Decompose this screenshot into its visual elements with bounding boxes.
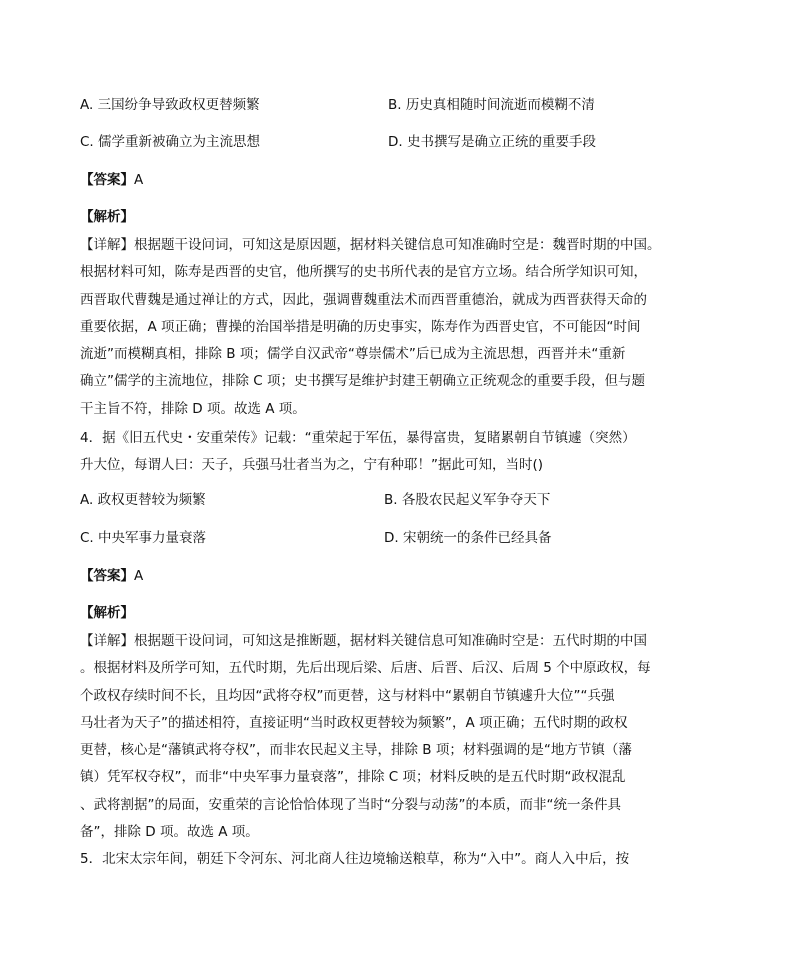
q4-detail-line: 【详解】根据题干设问词，可知这是推断题，据材料关键信息可知准确时空是：五代时期的中国: [80, 633, 647, 649]
q5-stem-line: 5．北宋太宗年间，朝廷下令河东、河北商人往边境输送粮草，称为“入中”。商人入中后，按: [80, 851, 630, 867]
q4-stem: [80, 425, 680, 480]
q3-answer-value: A: [134, 172, 144, 188]
q4-option-d: D. 宋朝统一的条件已经具备: [384, 530, 552, 546]
q3-detail-line: 干主旨不符，排除 D 项。故选 A 项。: [80, 400, 306, 417]
q4-answer-value: A: [134, 568, 144, 584]
q4-answer: [80, 566, 143, 586]
q4-stem-line: 4．据《旧五代史・安重荣传》记载：“重荣起于军伍，暴得富贵，复睹累朝自节镇遽（突然）: [80, 430, 636, 446]
q3-detail: [80, 232, 680, 423]
q3-option-a: A. 三国纷争导致政权更替频繁: [80, 97, 260, 113]
q3-detail-line: 确立”儒学的主流地位，排除 C 项；史书撰写是维护封建王朝确立正统观念的重要手段，但与题: [80, 373, 646, 390]
q3-option-b: B. 历史真相随时间流逝而模糊不清: [388, 97, 595, 113]
q4-option-c: C. 中央军事力量衰落: [80, 530, 207, 546]
q4-detail-line: 个政权存续时间不长，且均因“武将夺权”而更替，这与材料中“累朝自节镇遽升大位”“兵强: [80, 687, 615, 704]
q3-analysis-label: 【解析】: [80, 209, 134, 225]
q3-detail-line: 根据材料可知，陈寿是西晋的史官，他所撰写的史书所代表的是官方立场。结合所学知识可知，: [80, 264, 647, 281]
q4-detail-line: 备”，排除 D 项。故选 A 项。: [80, 824, 259, 841]
q3-answer-label: 【答案】: [80, 172, 134, 188]
q4-detail-line: 镇）凭军权夺权”，而非“中央军事力量衰落”，排除 C 项；材料反映的是五代时期“政权混乱: [80, 769, 626, 786]
q4-option-a: A. 政权更替较为频繁: [80, 492, 206, 508]
q3-detail-line: 【详解】根据题干设问词，可知这是原因题，据材料关键信息可知准确时空是：魏晋时期的中国。: [80, 237, 661, 253]
q4-option-b: B. 各股农民起义军争夺天下: [384, 492, 551, 508]
q4-analysis-label: 【解析】: [80, 605, 134, 621]
q4-detail-line: 。根据材料及所学可知，五代时期，先后出现后梁、后唐、后晋、后汉、后周 5 个中原政权，每: [80, 660, 651, 677]
q3-option-c: C. 儒学重新被确立为主流思想: [80, 134, 261, 150]
q4-detail-line: 更替，核心是“藩镇武将夺权”，而非农民起义主导，排除 B 项；材料强调的是“地方节镇（藩: [80, 742, 632, 759]
q4-detail-line: 、武将割据”的局面，安重荣的言论恰恰体现了当时“分裂与动荡”的本质，而非“统一条件具: [80, 796, 621, 813]
q4-answer-label: 【答案】: [80, 568, 134, 584]
q4-detail: [80, 628, 680, 846]
q4-detail-line: 马壮者为天子”的描述相符，直接证明“当时政权更替较为频繁”，A 项正确；五代时期的政权: [80, 714, 628, 731]
q3-detail-line: 重要依据，A 项正确；曹操的治国举措是明确的历史事实，陈寿作为西晋史官，不可能因“时间: [80, 318, 641, 335]
q3-option-d: D. 史书撰写是确立正统的重要手段: [388, 134, 596, 150]
q4-stem-line: 升大位，每谓人曰：天子，兵强马壮者当为之，宁有种耶！”据此可知，当时(): [80, 457, 544, 474]
q3-answer: [80, 170, 143, 190]
q3-detail-line: 流逝”而模糊真相，排除 B 项；儒学自汉武帝“尊崇儒术”后已成为主流思想，西晋并未“重新: [80, 346, 626, 363]
q3-detail-line: 西晋取代曹魏是通过禅让的方式，因此，强调曹魏重法术而西晋重德治，就成为西晋获得天命的: [80, 291, 647, 308]
